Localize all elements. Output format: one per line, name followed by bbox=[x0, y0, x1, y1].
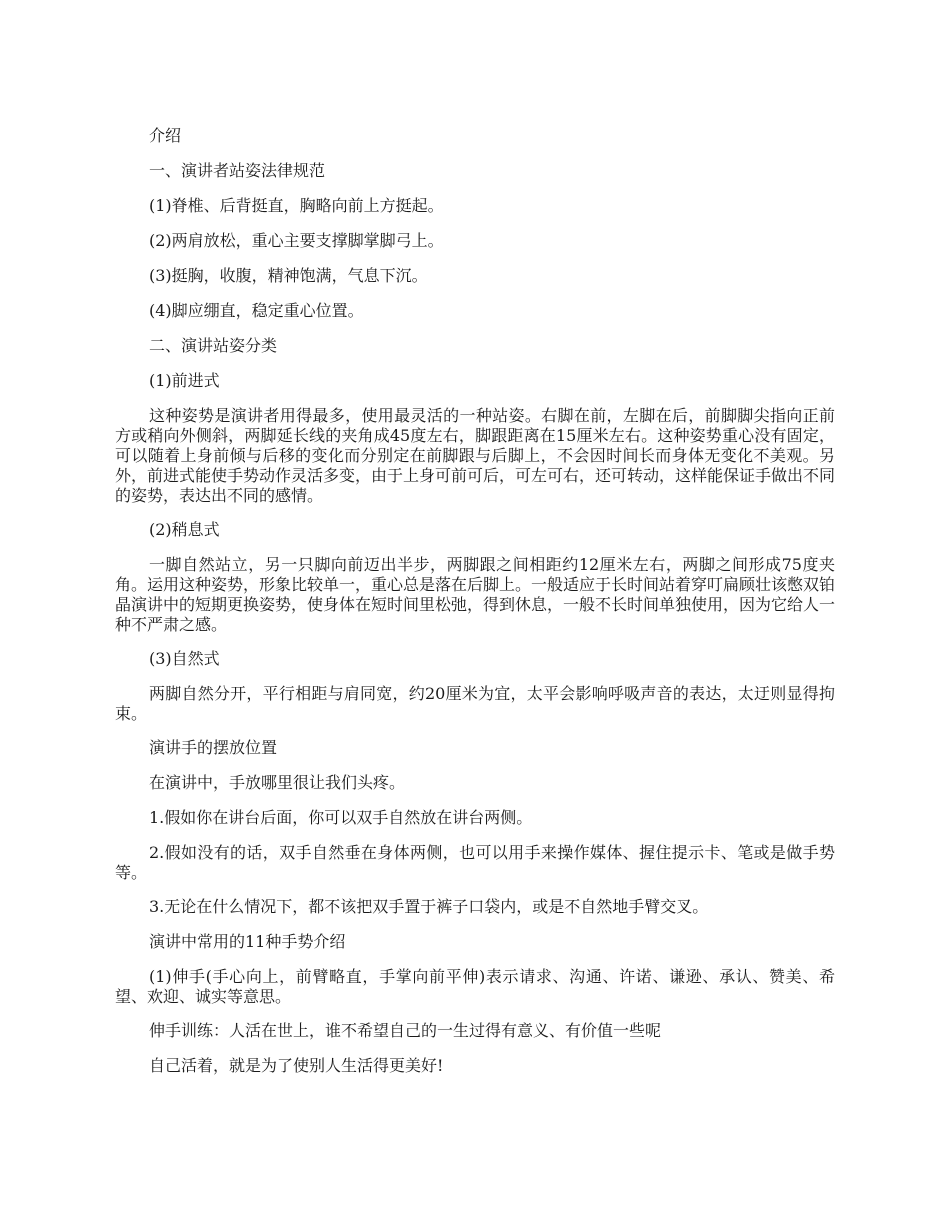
section-heading: 一、演讲者站姿法律规范 bbox=[149, 161, 326, 180]
list-item: (3)挺胸，收腹，精神饱满，气息下沉。 bbox=[149, 266, 428, 285]
document-body bbox=[115, 126, 835, 1091]
section-heading: 介绍 bbox=[149, 126, 182, 145]
subsection-heading: (3)自然式 bbox=[149, 649, 220, 668]
list-item: (2)两肩放松，重心主要支撑脚掌脚弓上。 bbox=[149, 231, 444, 250]
subsection-heading: (2)稍息式 bbox=[149, 520, 220, 539]
section-heading: 演讲手的摆放位置 bbox=[149, 738, 278, 757]
list-item: 1.假如你在讲台后面，你可以双手自然放在讲台两侧。 bbox=[149, 808, 533, 827]
list-item: (1)脊椎、后背挺直，胸略向前上方挺起。 bbox=[149, 196, 444, 215]
list-item: 2.假如没有的话，双手自然垂在身体两侧，也可以用手来操作媒体、握住提示卡、笔或是做手势等。 bbox=[115, 843, 835, 882]
body-paragraph: 伸手训练：人活在世上，谁不希望自己的一生过得有意义、有价值一些呢 bbox=[149, 1021, 662, 1040]
section-heading: 二、演讲站姿分类 bbox=[149, 336, 278, 355]
body-paragraph: 两脚自然分开，平行相距与肩同宽，约20厘米为宜，太平会影响呼吸声音的表达，太迂则显得拘束。 bbox=[115, 684, 835, 723]
list-item: (1)伸手(手心向上，前臂略直，手掌向前平伸)表示请求、沟通、许诺、谦逊、承认、赞美、希望、欢迎、诚实等意思。 bbox=[115, 967, 835, 1006]
body-paragraph: 一脚自然站立，另一只脚向前迈出半步，两脚跟之间相距约12厘米左右，两脚之间形成75度夹角。运用这种姿势，形象比较单一，重心总是落在后脚上。一般适应于长时间站着穿叮扁顾壮该憋双铂晶演讲中的短期更换姿势，使身体在短时间里松弛，得到休息，一般不长时间单独使用，因为它给人一种不严肃之感。 bbox=[115, 555, 836, 634]
body-paragraph: 这种姿势是演讲者用得最多，使用最灵活的一种站姿。右脚在前，左脚在后，前脚脚尖指向正前方或稍向外侧斜，两脚延长线的夹角成45度左右，脚跟距离在15厘米左右。这种姿势重心没有固定，可以随着上身前倾与后移的变化而分别定在前脚跟与后脚上，不会因时间长而身体无变化不美观。另外，前进式能使手势动作灵活多变，由于上身可前可后，可左可右，还可转动，这样能保证手做出不同的姿势，表达出不同的感情。 bbox=[115, 406, 836, 505]
subsection-heading: (1)前进式 bbox=[149, 371, 220, 390]
section-heading: 演讲中常用的11种手势介绍 bbox=[149, 932, 346, 951]
body-paragraph: 在演讲中，手放哪里很让我们头疼。 bbox=[149, 773, 406, 792]
body-paragraph: 自己活着，就是为了使别人生活得更美好! bbox=[149, 1056, 444, 1075]
list-item: 3.无论在什么情况下，都不该把双手置于裤子口袋内，或是不自然地手臂交叉。 bbox=[149, 897, 709, 916]
list-item: (4)脚应绷直，稳定重心位置。 bbox=[149, 301, 364, 320]
